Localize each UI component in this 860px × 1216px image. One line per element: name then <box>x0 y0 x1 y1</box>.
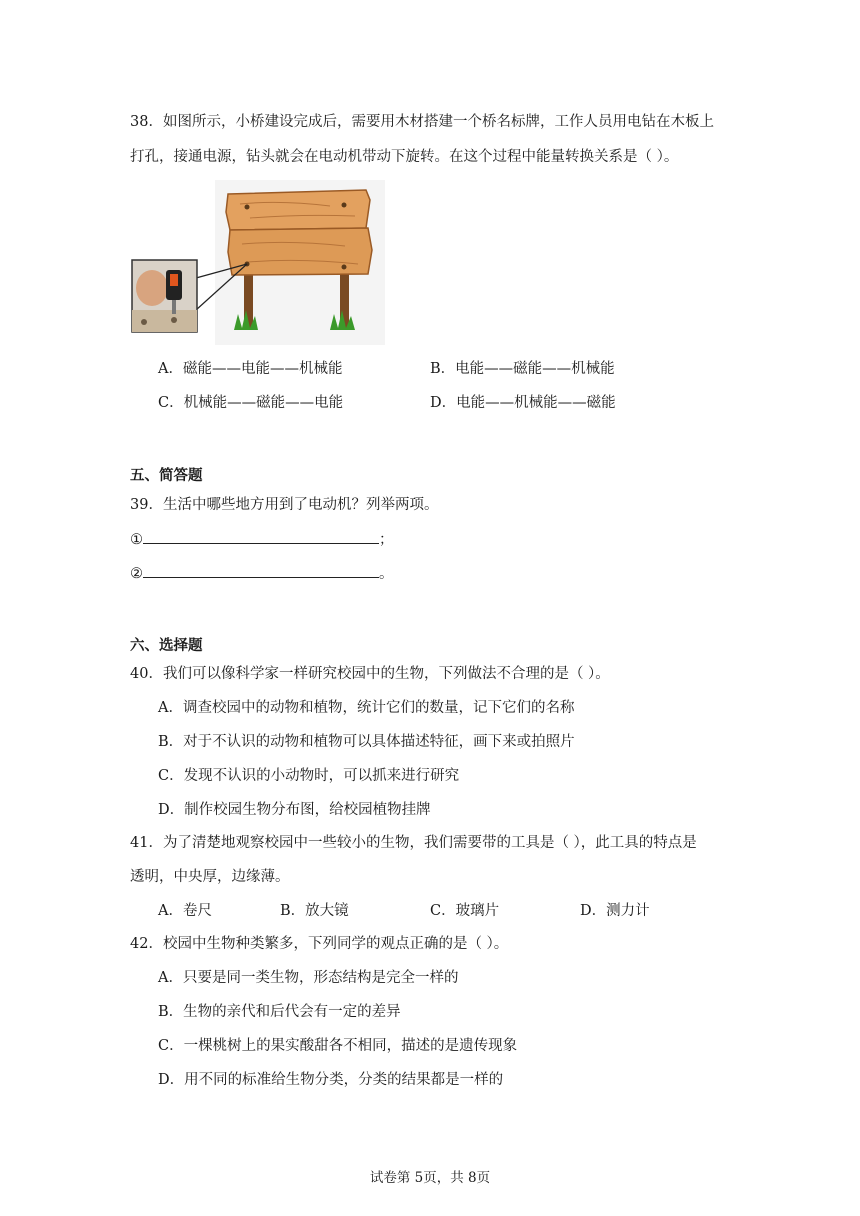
q42-option-c: C．一棵桃树上的果实酸甜各不相同，描述的是遗传现象 <box>158 1038 518 1054</box>
q41-option-a: A．卷尺 <box>158 903 212 919</box>
q38-text-line1: 38．如图所示，小桥建设完成后，需要用木材搭建一个桥名标牌，工作人员用电钻在木板上 <box>130 114 714 130</box>
q41-option-c: C．玻璃片 <box>430 903 500 919</box>
q38-option-a: A．磁能——电能——机械能 <box>158 361 343 377</box>
q39-answer-line-2[interactable] <box>130 563 394 584</box>
q42-option-d: D．用不同的标准给生物分类，分类的结果都是一样的 <box>158 1072 504 1088</box>
q41-option-d: D．测力计 <box>580 903 650 919</box>
q39-blank1-suffix: ； <box>379 532 394 548</box>
q38-text-line2: 打孔，接通电源，钻头就会在电动机带动下旋转。在这个过程中能量转换关系是（ ）。 <box>130 149 679 165</box>
q39-blank-1[interactable] <box>143 529 379 544</box>
q38-figure-signboard-drill <box>130 180 385 345</box>
section-title-multiple-choice: 六、选择题 <box>130 638 203 654</box>
section-title-short-answer: 五、简答题 <box>130 468 203 484</box>
q41-text-line2: 透明，中央厚，边缘薄。 <box>130 869 290 885</box>
q40-option-a: A．调查校园中的动物和植物，统计它们的数量，记下它们的名称 <box>158 700 575 716</box>
q38-option-c: C．机械能——磁能——电能 <box>158 395 344 411</box>
q39-answer-line-1[interactable] <box>130 529 394 550</box>
page-footer: 试卷第 5页，共 8页 <box>369 1170 491 1186</box>
q39-blank1-prefix: ① <box>130 532 143 548</box>
q42-text: 42．校园中生物种类繁多，下列同学的观点正确的是（ ）。 <box>130 936 509 952</box>
q41-option-b: B．放大镜 <box>280 903 349 919</box>
q39-blank-2[interactable] <box>143 563 379 578</box>
q42-option-b: B．生物的亲代和后代会有一定的差异 <box>158 1004 401 1020</box>
q39-blank2-prefix: ② <box>130 566 143 582</box>
q40-option-b: B．对于不认识的动物和植物可以具体描述特征，画下来或拍照片 <box>158 734 575 750</box>
q38-option-d: D．电能——机械能——磁能 <box>430 395 616 411</box>
q39-blank2-suffix: 。 <box>379 566 394 582</box>
q38-option-b: B．电能——磁能——机械能 <box>430 361 615 377</box>
q42-option-a: A．只要是同一类生物，形态结构是完全一样的 <box>158 970 459 986</box>
q39-text: 39．生活中哪些地方用到了电动机？列举两项。 <box>130 497 439 513</box>
q41-text-line1: 41．为了清楚地观察校园中一些较小的生物，我们需要带的工具是（ ），此工具的特点是 <box>130 835 697 851</box>
q40-option-d: D．制作校园生物分布图，给校园植物挂牌 <box>158 802 431 818</box>
q40-option-c: C．发现不认识的小动物时，可以抓来进行研究 <box>158 768 460 784</box>
q40-text: 40．我们可以像科学家一样研究校园中的生物，下列做法不合理的是（ ）。 <box>130 666 610 682</box>
